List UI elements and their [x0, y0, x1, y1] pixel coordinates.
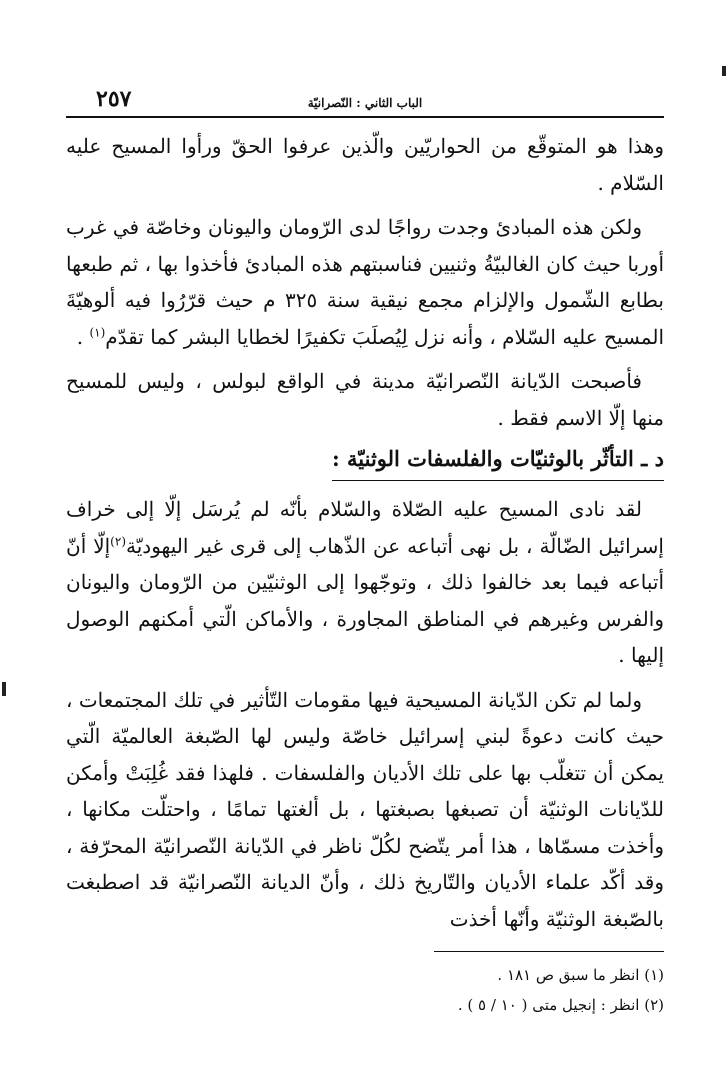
- footnotes: [66, 960, 664, 1020]
- paragraph-1: وهذا هو المتوقّع من الحواريّين والّذين عرفوا الحقّ ورأوا المسيح عليه السّلام .: [66, 134, 664, 195]
- running-title: الباب الثاني : النّصرانيّة: [307, 96, 423, 110]
- running-header: [66, 82, 664, 118]
- paragraph-4: [66, 491, 664, 674]
- paragraph-2: [66, 209, 664, 355]
- footnote-2: (٢) انظر : إنجيل متى ( ١٠ / ٥ ) .: [457, 996, 664, 1014]
- section-heading: د ـ التأثّر بالوثنيّات والفلسفات الوثنيّة :: [332, 442, 664, 481]
- paragraph-4-end: إلّا أنّ أتباعه فيما بعد خالفوا ذلك ، وتوجّهوا إلى الوثنيّين من الرّومان واليونان والفرس وغيرهم في المناطق المجاورة ، والأماكن الّتي أمكنهم الوصول إليها .: [66, 533, 664, 667]
- scan-margin-mark-top: [722, 66, 726, 76]
- body-text: [66, 128, 664, 937]
- paragraph-2-end: .: [76, 324, 90, 349]
- footnote-ref-2: (٢): [110, 533, 126, 548]
- scan-margin-mark-middle: [2, 682, 6, 696]
- page-number: ٢٥٧: [96, 86, 132, 112]
- paragraph-2-text: ولكن هذه المبادئ وجدت رواجًا لدى الرّومان واليونان وخاصّة في غرب أوربا حيث كان الغالبيّةُ وثنيين فناسبتهم هذه المبادئ فأخذوا بها ، ثم طبعها بطابع الشّمول والإلزام مجمع نيقية سنة ٣٢٥ م حيث قرّرُوا فيه ألوهيّةَ المسيح عليه السّلام ، وأنه نزل لِيُصلَبَ تكفيرًا لخطايا البشر كما تقدّم: [66, 215, 665, 349]
- paragraph-3: فأصبحت الدّيانة النّصرانيّة مدينة في الواقع لبولس ، وليس للمسيح منها إلّا الاسم فقط .: [66, 369, 664, 430]
- paragraph-4-text: لقد نادى المسيح عليه الصّلاة والسّلام بأنّه لم يُرسَل إلّا إلى خراف إسرائيل الضّالّة ، بل نهى أتباعه عن الذّهاب إلى قرى غير اليهوديّة: [66, 497, 664, 558]
- footnote-1: (١) انظر ما سبق ص ١٨١ .: [497, 966, 664, 984]
- book-page: [66, 82, 664, 1020]
- footnote-separator: [434, 951, 664, 952]
- footnote-ref-1: (١): [89, 324, 106, 339]
- paragraph-5: ولما لم تكن الدّيانة المسيحية فيها مقومات التّأثير في تلك المجتمعات ، حيث كانت دعوةً لبني إسرائيل خاصّة وليس لها الصّبغة العالميّة الّتي يمكن أن تتغلّب بها على تلك الأديان والفلسفات . فلهذا فقد غُلِبَتْ وأمكن للدّيانات الوثنيّة أن تصبغها بصبغتها ، بل ألغتها تمامًا ، واحتلّت مكانها ، وأخذت مسمّاها ، هذا أمر يتّضح لكُلّ ناظر في الدّيانة النّصرانيّة المحرّفة ، وقد أكّد علماء الأديان والتّاريخ ذلك ، وأنّ الديانة النّصرانيّة قد اصطبغت بالصّبغة الوثنيّة وأنّها أخذت: [66, 687, 664, 931]
